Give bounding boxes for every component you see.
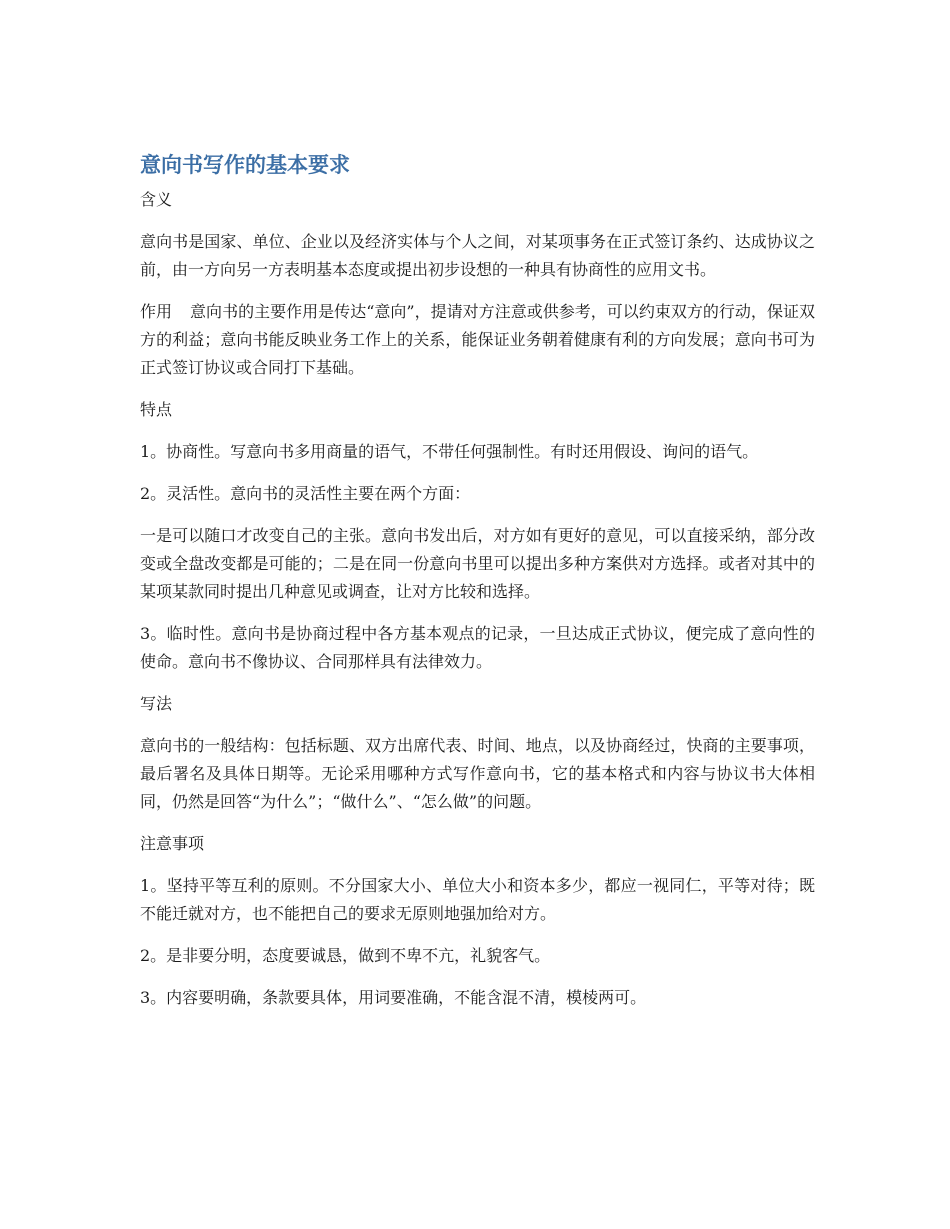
document-title: 意向书写作的基本要求 — [140, 153, 350, 177]
function-label: 作用 — [140, 302, 173, 321]
section-heading-meaning: 含义 — [140, 190, 173, 209]
function-text: 意向书的主要作用是传达“意向”，提请对方注意或供参考，可以约束双方的行动，保证双方的利益；意向书能反映业务工作上的关系，能保证业务朝着健康有利的方向发展；意向书可为正式签订协议或合同打下基础。 — [140, 302, 815, 377]
writing-paragraph: 意向书的一般结构：包括标题、双方出席代表、时间、地点，以及协商经过，快商的主要事项，最后署名及具体日期等。无论采用哪种方式写作意向书，它的基本格式和内容与协议书大体相同，仍然是回答“为什么”；“做什么”、“怎么做”的问题。 — [140, 736, 815, 811]
section-heading-notes: 注意事项 — [140, 834, 205, 853]
note-item-3: 3。内容要明确，条款要具体，用词要准确，不能含混不清，模棱两可。 — [140, 988, 647, 1007]
feature-item-1: 1。协商性。写意向书多用商量的语气，不带任何强制性。有时还用假设、询问的语气。 — [140, 442, 759, 461]
feature-item-2-detail: 一是可以随口才改变自己的主张。意向书发出后，对方如有更好的意见，可以直接采纳，部分改变或全盘改变都是可能的；二是在同一份意向书里可以提出多种方案供对方选择。或者对其中的某项某款同时提出几种意见或调查，让对方比较和选择。 — [140, 526, 815, 601]
section-heading-writing: 写法 — [140, 694, 173, 713]
section-heading-features: 特点 — [140, 400, 173, 419]
feature-item-2: 2。灵活性。意向书的灵活性主要在两个方面： — [140, 484, 471, 503]
meaning-paragraph: 意向书是国家、单位、企业以及经济实体与个人之间，对某项事务在正式签订条约、达成协议之前，由一方向另一方表明基本态度或提出初步设想的一种具有协商性的应用文书。 — [140, 232, 815, 279]
note-item-1: 1。坚持平等互利的原则。不分国家大小、单位大小和资本多少，都应一视同仁，平等对待；既不能迁就对方，也不能把自己的要求无原则地强加给对方。 — [140, 876, 815, 923]
feature-item-3: 3。临时性。意向书是协商过程中各方基本观点的记录，一旦达成正式协议，便完成了意向性的使命。意向书不像协议、合同那样具有法律效力。 — [140, 624, 815, 671]
function-paragraph — [140, 298, 815, 382]
document-page — [140, 150, 815, 1026]
note-item-2: 2。是非要分明，态度要诚恳，做到不卑不亢，礼貌客气。 — [140, 946, 551, 965]
